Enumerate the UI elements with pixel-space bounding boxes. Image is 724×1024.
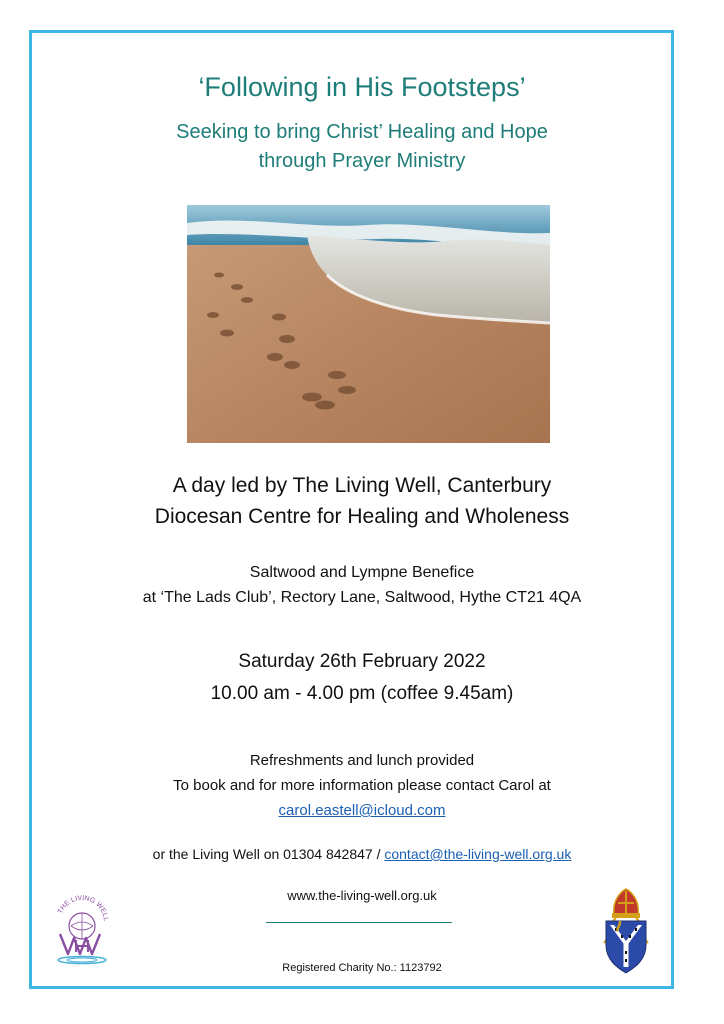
diocese-mitre-crest-icon bbox=[596, 887, 656, 980]
contact-prefix: or the Living Well on 01304 842847 / bbox=[152, 846, 385, 862]
svg-text:THE LIVING WELL bbox=[57, 895, 109, 922]
website-text[interactable]: www.the-living-well.org.uk bbox=[287, 888, 437, 903]
venue-line-2: at ‘The Lads Club’, Rectory Lane, Saltwood, Hythe CT21 4QA bbox=[142, 589, 582, 606]
lead-line-2: Diocesan Centre for Healing and Wholeness bbox=[154, 505, 570, 528]
event-lead bbox=[0, 470, 724, 532]
page-subtitle bbox=[0, 118, 724, 176]
subtitle-line-2: through Prayer Ministry bbox=[258, 150, 466, 172]
page-title: ‘Following in His Footsteps’ bbox=[198, 72, 526, 102]
event-datetime bbox=[0, 646, 724, 710]
event-date: Saturday 26th February 2022 bbox=[238, 651, 486, 672]
living-well-email-link[interactable]: contact@the-living-well.org.uk bbox=[384, 846, 572, 862]
event-info bbox=[0, 748, 724, 823]
living-well-logo-icon bbox=[52, 892, 112, 973]
refreshments-text: Refreshments and lunch provided bbox=[249, 752, 475, 769]
charity-number: Registered Charity No.: 1123792 bbox=[282, 962, 442, 974]
beach-footprints-photo bbox=[187, 205, 550, 443]
event-venue bbox=[0, 560, 724, 610]
venue-line-1: Saltwood and Lympne Benefice bbox=[249, 564, 475, 581]
carol-email-link[interactable]: carol.eastell@icloud.com bbox=[278, 802, 446, 819]
footer-divider bbox=[266, 922, 452, 923]
contact-line bbox=[0, 846, 724, 862]
lead-line-1: A day led by The Living Well, Canterbury bbox=[172, 474, 552, 497]
event-time: 10.00 am - 4.00 pm (coffee 9.45am) bbox=[210, 683, 514, 704]
subtitle-line-1: Seeking to bring Christ’ Healing and Hope bbox=[176, 121, 548, 143]
logo-lettering: THE LIVING WELL bbox=[56, 894, 110, 922]
booking-text: To book and for more information please contact Carol at bbox=[173, 777, 551, 794]
